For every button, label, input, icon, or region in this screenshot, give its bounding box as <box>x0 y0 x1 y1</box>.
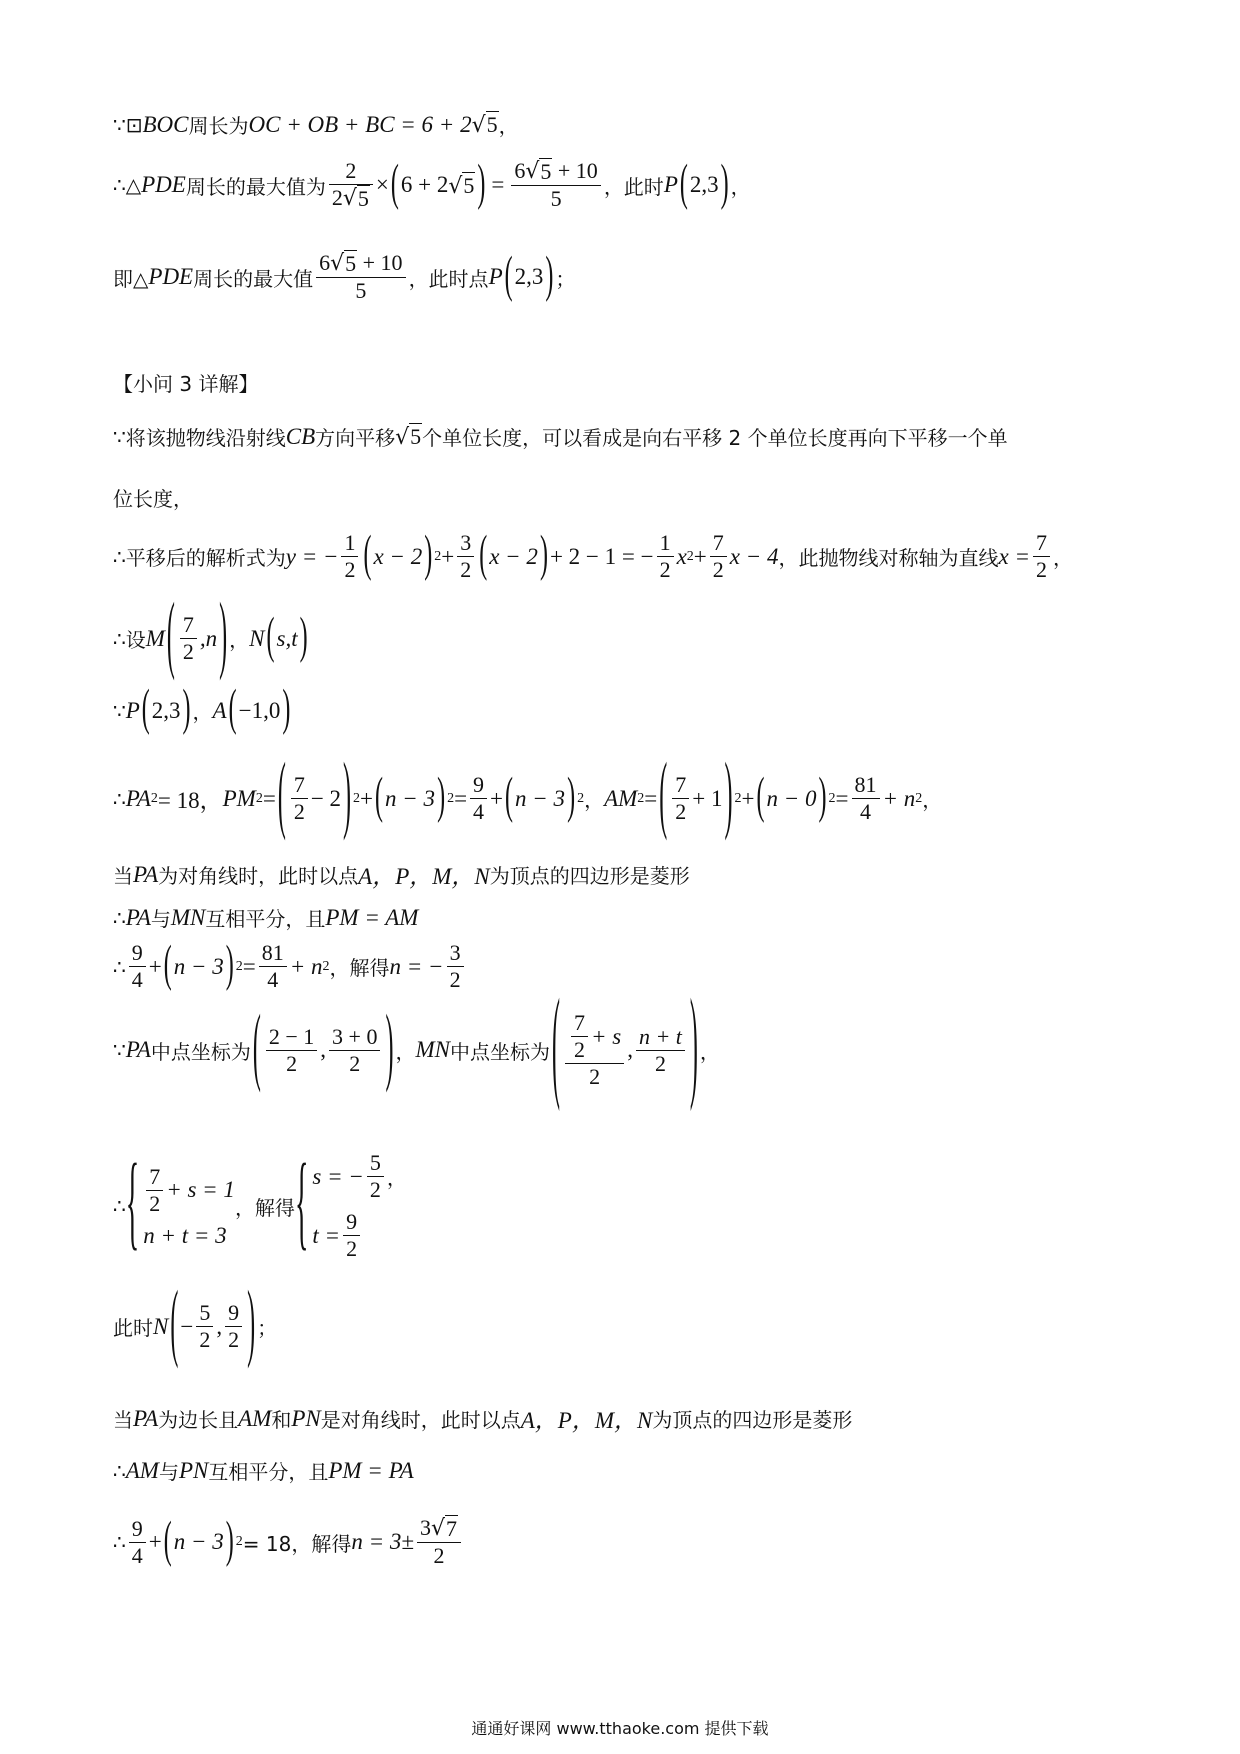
line-midpoints: ∵ PA 中点坐标为 ( $\frac{2 - 1}{2}$ , $\frac{3 + 0}{2}$ ) ， MN 中点坐标为 ( $\frac{7}{2}$ + s 2 , $\frac{n + t}{2}$ ) ， <box>113 979 720 1115</box>
line-case-diagonal: 当 PA 为对角线时，此时以点 A，P，M，N 为顶点的四边形是菱形 <box>113 861 690 889</box>
fraction: 6 √ 5 + 10 5 <box>511 158 600 212</box>
line-point-n: 此时 N ( − $\frac{5}{2}$ , $\frac{9}{2}$ ) ； <box>113 1277 278 1372</box>
line-continuation: 位长度， <box>113 487 193 511</box>
line-bisect: ∴ PA 与 MN 互相平分，且 PM = AM <box>113 904 419 931</box>
line-points: ∵ P ( 2,3 ) ， A ( −1,0 ) <box>113 682 291 737</box>
fraction: 6 √ 5 + 10 5 <box>316 250 405 304</box>
line-pde-max: ∴ △ PDE 周长的最大值为 2 2 √ 5 × ( 6 + 2 √ 5 ) = 6 √ 5 + 10 5 ，此时 P ( 2,3 ) ， <box>113 156 751 212</box>
line-bisect-2: ∴ AM 与 PN 互相平分，且 PM = PA <box>113 1457 414 1484</box>
line-solve-n-2: ∴ $\frac{9}{4}$ + ( n − 3 ) 2 = 18，解得 n = 3± 3 √ 7 2 <box>113 1515 464 1569</box>
section-heading: 【小问 3 详解】 <box>113 372 259 396</box>
line-set-mn: ∴ 设 M ( $\frac{7}{2}$ ,n ) ， N ( s,t ) <box>113 589 308 684</box>
line-translation: ∵ 将该抛物线沿射线 CB 方向平移 √ 5 个单位长度，可以看成是向右平移 2 个单位长度再向下平移一个单 <box>113 423 1008 450</box>
line-parabola: ∴ 平移后的解析式为 y = − $\frac{1}{2}$ ( x − 2 ) 2 + $\frac{3}{2}$ ( x − 2 ) + 2 − 1 = − $\frac{1}{2}$ x 2 + $\frac{7}{2}$ x − 4 ，此抛物线对称轴为直线 x = $\frac{7}{2}$ ， <box>113 528 1073 583</box>
line-system: ∴ { $\frac{7}{2}$ + s = 1 n + t = 3 ，解得 { s = − $\frac{5}{2}$ ， t = $\frac{9}{2}$ <box>113 1145 407 1263</box>
line-solve-n: ∴ $\frac{9}{4}$ + ( n − 3 ) 2 = $\frac{81}{4}$ + n 2 ，解得 n = − $\frac{3}{2}$ <box>113 940 467 993</box>
line-boc-perimeter: ∵ ⊡ BOC 周长为 OC + OB + BC = 6 + 2 √ 5 ， <box>113 111 519 138</box>
footer-source: 通通好课网 www.tthaoke.com 提供下载 <box>471 1719 769 1738</box>
sqrt: √ 5 <box>471 112 498 138</box>
triangle-symbol: ⊡ <box>125 112 143 137</box>
triangle-name: BOC <box>142 111 189 137</box>
fraction: 2 2 √ 5 <box>329 158 373 212</box>
line-distances: ∴ PA 2 = 18， PM 2 = ( $\frac{7}{2}$ − 2 ) 2 + ( n − 3 ) 2 = $\frac{9}{4}$ + ( n − 3 ) 2 ， AM 2 = ( $\frac{7}{2}$ + 1 ) 2 + ( n − 0 ) 2 = $\frac{81}{4}$ + n 2 ， <box>113 749 943 844</box>
line-pde-conclusion: 即△ PDE 周长的最大值 6 √ 5 + 10 5 ，此时点 P ( 2,3 ) ； <box>113 248 576 304</box>
math-expr: OC + OB + BC = 6 + 2 <box>248 111 472 137</box>
solution-system: s = − $\frac{5}{2}$ ， t = $\frac{9}{2}$ <box>312 1150 407 1261</box>
because-symbol: ∵ <box>113 112 126 137</box>
line-case-side: 当 PA 为边长且 AM 和 PN 是对角线时，此时以点 A，P，M，N 为顶点的四边形是菱形 <box>113 1405 853 1433</box>
therefore-symbol: ∴ <box>113 173 126 197</box>
equation-system: $\frac{7}{2}$ + s = 1 n + t = 3 <box>143 1163 235 1248</box>
text: 周长为 <box>188 114 249 138</box>
